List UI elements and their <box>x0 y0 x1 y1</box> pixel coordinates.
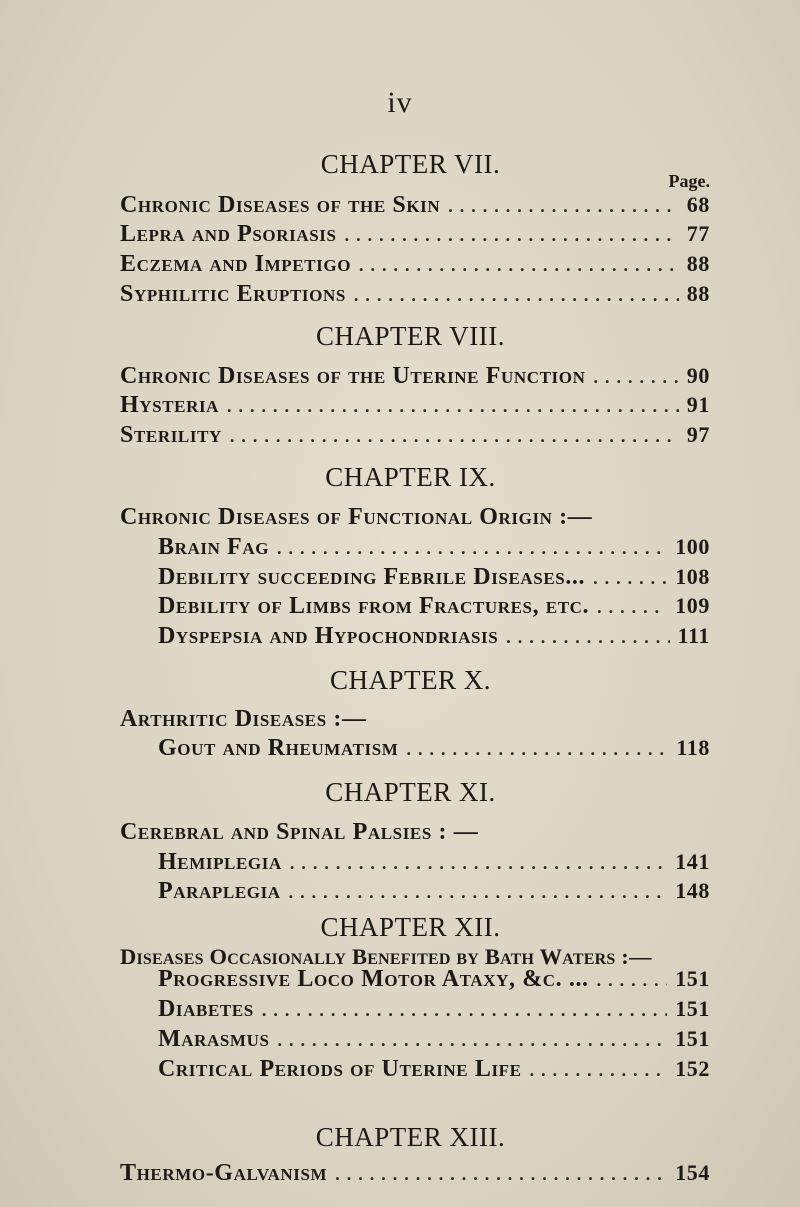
dot-leader <box>593 568 667 589</box>
entry-title: Hemiplegia <box>158 848 282 875</box>
toc-entry[interactable] <box>120 221 710 248</box>
entry-title: Diabetes <box>158 996 254 1023</box>
toc-entry[interactable] <box>158 1026 710 1053</box>
dot-leader <box>597 970 668 991</box>
section-heading: Cerebral and Spinal Palsies : — <box>120 818 479 845</box>
entry-page: 151 <box>675 1025 710 1051</box>
entry-title: Critical Periods of Uterine Life <box>158 1055 522 1082</box>
toc-entry[interactable] <box>120 281 710 308</box>
toc-entry[interactable] <box>158 996 710 1023</box>
dot-leader <box>597 597 667 618</box>
entry-title: Chronic Diseases of the Skin <box>120 191 441 218</box>
toc-entry[interactable] <box>120 363 710 390</box>
dot-leader <box>335 1164 667 1185</box>
dot-leader <box>277 538 667 559</box>
entry-page: 154 <box>675 1160 710 1185</box>
entry-title: Progressive Loco Motor Ataxy, &c. ... <box>158 966 589 993</box>
dot-leader <box>290 853 667 874</box>
dot-leader <box>593 367 678 388</box>
dot-leader <box>506 627 669 648</box>
dot-leader <box>530 1060 668 1081</box>
dot-leader <box>227 396 679 417</box>
entry-title: Paraplegia <box>158 878 281 905</box>
entry-title: Eczema and Impetigo <box>120 251 352 278</box>
toc-entry[interactable] <box>158 534 710 561</box>
chapter-title: CHAPTER X. <box>329 664 491 695</box>
dot-leader <box>262 1000 667 1021</box>
dot-leader <box>406 739 668 760</box>
entry-title: Debility of Limbs from Fractures, etc. <box>158 593 590 620</box>
entry-title: Debility succeeding Febrile Diseases... <box>158 563 586 590</box>
dot-leader <box>278 1030 668 1051</box>
entry-page: 97 <box>686 422 710 448</box>
section-heading: Diseases Occasionally Benefited by Bath Waters :— <box>120 943 652 969</box>
entry-title: Marasmus <box>158 1025 270 1052</box>
dot-leader <box>359 255 679 276</box>
toc-entry[interactable] <box>158 849 710 876</box>
chapter-title: CHAPTER VIII. <box>315 321 505 351</box>
toc-entry[interactable] <box>120 251 710 278</box>
toc-entry[interactable] <box>120 192 710 219</box>
entry-page: 90 <box>686 362 710 388</box>
entry-title: Lepra and Psoriasis <box>120 221 337 248</box>
entry-title: Thermo-Galvanism <box>120 1160 328 1186</box>
entry-page: 109 <box>675 593 710 619</box>
entry-page: 100 <box>675 533 710 559</box>
entry-page: 77 <box>686 221 710 247</box>
chapter-title: CHAPTER XII. <box>320 911 501 942</box>
toc-entry[interactable] <box>120 422 710 449</box>
toc-entry[interactable] <box>158 593 710 620</box>
dot-leader <box>354 285 679 306</box>
section-heading: Chronic Diseases of Functional Origin :— <box>120 503 593 530</box>
chapter-title: CHAPTER IX. <box>325 462 496 493</box>
entry-page: 88 <box>686 281 710 307</box>
folio-number: iv <box>387 86 413 119</box>
dot-leader <box>448 196 679 217</box>
dot-leader <box>230 426 679 447</box>
entry-page: 68 <box>686 191 710 217</box>
toc-entry[interactable] <box>158 966 710 993</box>
toc-entry[interactable] <box>120 392 710 419</box>
entry-title: Gout and Rheumatism <box>158 735 399 762</box>
entry-page: 148 <box>675 878 710 904</box>
entry-page: 91 <box>686 392 710 418</box>
entry-title: Dyspepsia and Hypochondriasis <box>158 623 499 650</box>
entry-page: 118 <box>676 735 710 761</box>
chapter-title: CHAPTER XI. <box>325 777 496 808</box>
entry-page: 151 <box>675 966 710 992</box>
toc-entry[interactable] <box>158 623 710 650</box>
dot-leader <box>289 882 668 903</box>
dot-leader <box>345 225 679 246</box>
chapter-title: CHAPTER XIII. <box>315 1122 506 1152</box>
toc-entry[interactable] <box>158 1056 710 1083</box>
toc-entry[interactable] <box>158 735 710 762</box>
entry-title: Brain Fag <box>158 533 270 560</box>
page-column-label: Page. <box>668 170 710 191</box>
toc-entry[interactable] <box>158 878 710 905</box>
entry-page: 152 <box>675 1055 710 1081</box>
entry-page: 141 <box>675 848 710 874</box>
entry-page: 108 <box>675 563 710 589</box>
entry-page: 88 <box>686 251 710 277</box>
section-heading: Arthritic Diseases :— <box>120 705 367 732</box>
chapter-title: CHAPTER VII. <box>320 149 501 180</box>
entry-title: Chronic Diseases of the Uterine Function <box>120 362 586 389</box>
entry-page: 111 <box>677 623 710 649</box>
entry-page: 151 <box>675 996 710 1022</box>
toc-entry[interactable] <box>158 564 710 591</box>
entry-title: Hysteria <box>120 392 220 419</box>
toc-entry[interactable] <box>120 1160 710 1187</box>
entry-title: Sterility <box>120 422 222 449</box>
entry-title: Syphilitic Eruptions <box>120 281 346 308</box>
